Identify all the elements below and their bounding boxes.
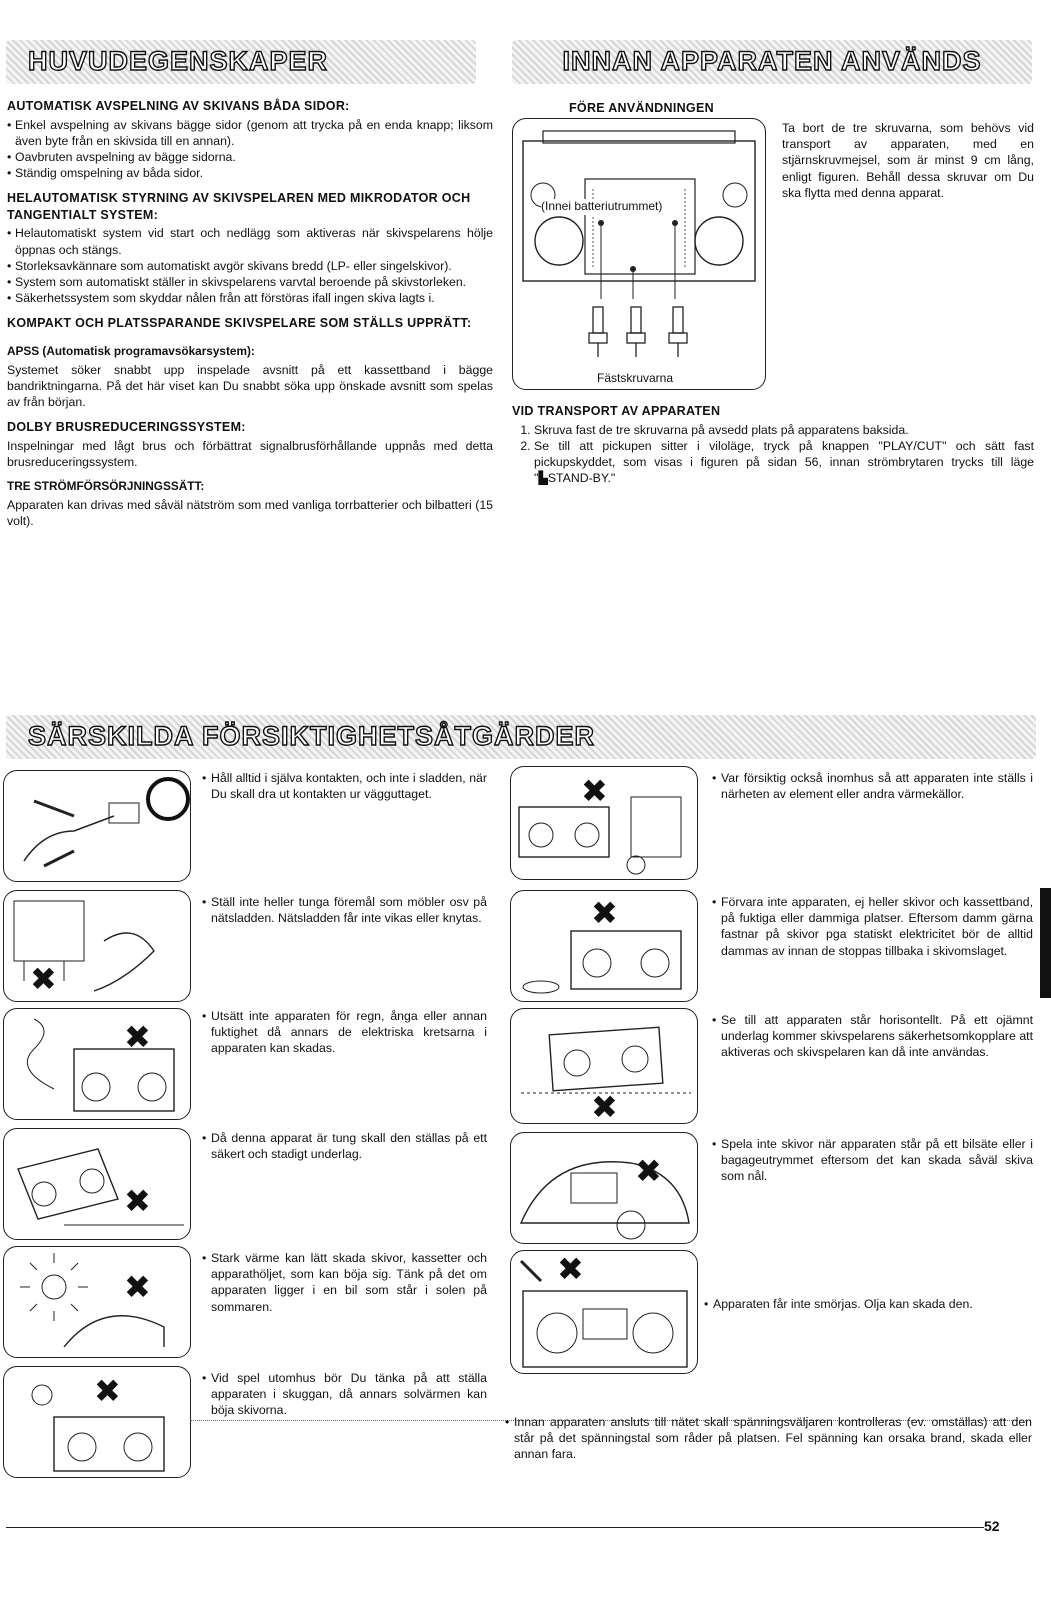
caution-figure-10 — [510, 1132, 698, 1244]
footer-rule — [6, 1527, 984, 1528]
prohibited-icon: ✖ — [124, 1269, 151, 1305]
features-column — [7, 98, 493, 538]
caution-figure-4 — [3, 1128, 191, 1240]
feature-title: AUTOMATISK AVSPELNING AV SKIVANS BÅDA SIDOR: — [7, 99, 350, 113]
prohibited-icon: ✖ — [124, 1019, 151, 1055]
banner-before-use — [512, 40, 1032, 84]
caution-figure-6 — [3, 1366, 191, 1478]
feature-bullet: • Helautomatiskt system vid start och nedlägg som aktiveras när skivspelarens hölje öppnas och stängs. — [7, 225, 493, 257]
screws-label: Fästskruvarna — [597, 371, 674, 385]
caution-text: • Spela inte skivor när apparaten står på ett bilsäte eller i bagageutrymmet eftersom det kan skada såväl skiva som nål. — [721, 1136, 1033, 1185]
feature-bullet: • Storleksavkännare som automatiskt avgör skivans bredd (LP- eller singelskivor). — [7, 258, 493, 274]
allowed-icon — [146, 777, 190, 821]
caution-figure-7 — [510, 766, 698, 880]
transport-step: 1. Skruva fast de tre skruvarna på avsedd plats på apparatens baksida. — [534, 422, 1034, 438]
transport-step: 2. Se till att pickupen sitter i viloläge, tryck på knappen "PLAY/CUT" och sätt fast pickupskyddet, som visas i figuren på sidan 56, innan strömbrytaren trycks till läge "▙STAND-BY." — [534, 438, 1034, 487]
voltage-note: • Innan apparaten ansluts till nätet skall spänningsväljaren kontrolleras (ev. omställas) att den står på det spänningstal som råder på platsen. Fel spänning kan orsaka brand, skada eller annan fara. — [514, 1414, 1032, 1463]
feature-title: APSS (Automatisk programavsökarsystem): — [7, 343, 255, 358]
caution-text: • Stark värme kan lätt skada skivor, kassetter och apparathöljet, som kan böja sig. Tänk på det om apparaten ligger i en bil som står i solen på sommaren. — [211, 1250, 487, 1315]
caution-text: • Förvara inte apparaten, ej heller skivor och kassettband, på fuktiga eller dammiga platser. Eftersom damm gärna fastnar på skivor pga statiskt elektricitet bör de alltid dammas av innan de stoppas tillbaka i skivomslaget. — [721, 894, 1033, 959]
feature-block — [7, 479, 493, 529]
caution-text: • Håll alltid i själva kontakten, och inte i sladden, när Du skall dra ut kontakten ur vägguttaget. — [211, 770, 487, 802]
feature-block — [7, 98, 493, 181]
feature-block — [7, 344, 493, 410]
caution-figure-2 — [3, 890, 191, 1002]
caution-text: • Var försiktig också inomhus så att apparaten inte ställs i närheten av element eller andra värmekällor. — [721, 770, 1033, 802]
banner-precautions — [6, 715, 1036, 759]
caution-text: • Apparaten får inte smörjas. Olja kan skada den. — [713, 1296, 1033, 1312]
caution-figure-9 — [510, 1008, 698, 1124]
caution-figure-3 — [3, 1008, 191, 1120]
feature-bullet: • System som automatiskt ställer in skivspelarens varvtal beroende på skivstorleken. — [7, 274, 493, 290]
prohibited-icon: ✖ — [30, 961, 57, 997]
feature-bullet: • Oavbruten avspelning av bägge sidorna. — [7, 149, 493, 165]
prohibited-icon: ✖ — [557, 1251, 584, 1287]
feature-text: Inspelningar med lågt brus och förbättrat signalbrusförhållande uppnås med detta brusreduceringssystem. — [7, 438, 493, 469]
caution-text: • Ställ inte heller tunga föremål som möbler osv på nätsladden. Nätsladden får inte vikas eller knytas. — [211, 894, 487, 926]
screw-figure — [512, 118, 766, 390]
heading-before-use: INNAN APPARATEN ANVÄNDS — [562, 46, 982, 77]
feature-bullet: • Enkel avspelning av skivans bägge sidor (genom att trycka på en enda knapp; liksom även byte från en skivsida till en annan). — [7, 117, 493, 149]
feature-block — [7, 315, 493, 332]
feature-block — [7, 419, 493, 470]
caution-text: • Då denna apparat är tung skall den ställas på ett säkert och stadigt underlag. — [211, 1130, 487, 1162]
battery-compartment-label: (Innei batteriutrummet) — [541, 199, 663, 213]
caution-figure-5 — [3, 1246, 191, 1358]
caution-figure-1 — [3, 770, 191, 882]
feature-bullet: • Ständig omspelning av båda sidor. — [7, 165, 493, 181]
caution-figure-8 — [510, 890, 698, 1002]
prohibited-icon: ✖ — [591, 1089, 618, 1125]
feature-title: KOMPAKT OCH PLATSSPARANDE SKIVSPELARE SOM STÄLLS UPPRÄTT: — [7, 316, 472, 331]
feature-text: Apparaten kan drivas med såväl nätström som med vanliga torrbatterier och bilbatteri (15 volt). — [7, 497, 493, 528]
prohibited-icon: ✖ — [591, 895, 618, 931]
feature-title: DOLBY BRUSREDUCERINGSSYSTEM: — [7, 420, 246, 435]
prohibited-icon: ✖ — [94, 1373, 121, 1409]
caution-figure-11 — [510, 1250, 698, 1374]
feature-text: Systemet söker snabbt upp inspelade avsnitt på ett kassettband i bägge bandriktningarna. På det här viset kan Du snabbt söka upp önskade avsnitt som spelas av från början. — [7, 362, 493, 409]
prohibited-icon: ✖ — [635, 1153, 662, 1189]
transport-title: VID TRANSPORT AV APPARATEN — [512, 404, 721, 418]
feature-bullet: • Säkerhetssystem som skyddar nålen från att förstöras ifall ingen skiva lagts i. — [7, 290, 493, 306]
caution-text: • Vid spel utomhus bör Du tänka på att ställa apparaten i skuggan, då annars solvärmen kan böja skivorna. — [211, 1370, 487, 1419]
caution-text: • Se till att apparaten står horisontellt. På ett ojämnt underlag kommer skivspelarens säkerhetsomkopplare att aktiveras och skivspelaren kan då inte användas. — [721, 1012, 1033, 1061]
prohibited-icon: ✖ — [124, 1183, 151, 1219]
screw-removal-text: Ta bort de tre skruvarna, som behövs vid transport av apparaten, med en stjärnskruvmejsel, som är minst 9 cm lång, enligt figuren. Behåll dessa skruvar om Du ska flytta med denna apparat. — [782, 121, 1034, 200]
heading-features: HUVUDEGENSKAPER — [28, 46, 329, 77]
feature-block — [7, 190, 493, 306]
banner-features — [6, 40, 476, 84]
feature-title: TRE STRÖMFÖRSÖRJNINGSSÄTT: — [7, 479, 205, 494]
feature-title: HELAUTOMATISK STYRNING AV SKIVSPELAREN MED MIKRODATOR OCH TANGENTIALT SYSTEM: — [7, 191, 471, 222]
edge-tab — [1040, 888, 1051, 998]
prohibited-icon: ✖ — [581, 773, 608, 809]
heading-precautions: SÄRSKILDA FÖRSIKTIGHETSÅTGÄRDER — [28, 721, 596, 752]
caution-text: • Utsätt inte apparaten för regn, ånga eller annan fuktighet då annars de elektriska kretsarna i apparaten kan skadas. — [211, 1008, 487, 1057]
radio-back-illustration — [513, 119, 765, 389]
transport-section — [512, 403, 1034, 486]
before-use-subtitle: FÖRE ANVÄNDNINGEN — [569, 101, 714, 115]
page-number: 52 — [984, 1518, 1000, 1534]
